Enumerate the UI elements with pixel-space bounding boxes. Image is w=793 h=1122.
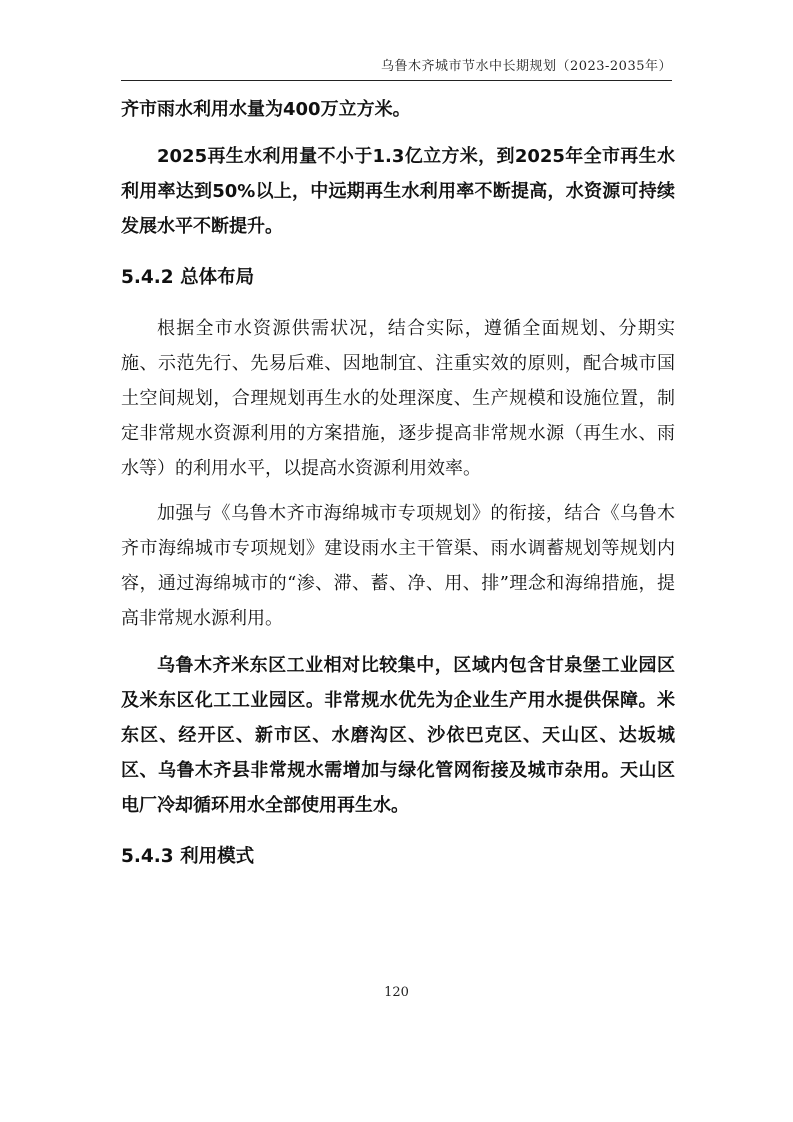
section-heading-5-4-3: 5.4.3 利用模式 bbox=[121, 846, 255, 867]
paragraph-midong-district: 乌鲁木齐米东区工业相对比较集中，区域内包含甘泉堡工业园区及米东区化工工业园区。非常规水优先为企业生产用水提供保障。米东区、经开区、新市区、水磨沟区、沙依巴克区、天山区、达坂城区、乌鲁木齐县非常规水需增加与绿化管网衔接及城市杂用。天山区电厂冷却循环用水全部使用再生水。 bbox=[121, 655, 675, 816]
paragraph-reuse-target: 2025再生水利用量不小于1.3亿立方米，到2025年全市再生水利用率达到50%以上，中远期再生水利用率不断提高，水资源可持续发展水平不断提升。 bbox=[121, 146, 675, 237]
paragraph-continuation: 齐市雨水利用水量为400万立方米。 bbox=[121, 99, 411, 120]
paragraph-sponge-city: 加强与《乌鲁木齐市海绵城市专项规划》的衔接，结合《乌鲁木齐市海绵城市专项规划》建设雨水主干管渠、雨水调蓄规划等规划内容，通过海绵城市的“渗、滞、蓄、净、用、排”理念和海绵措施，提高非常规水源利用。 bbox=[121, 503, 675, 629]
running-header: 乌鲁木齐城市节水中长期规划（2023-2035年） bbox=[380, 59, 672, 74]
page-body bbox=[121, 92, 675, 874]
paragraph-overall-layout: 根据全市水资源供需状况，结合实际，遵循全面规划、分期实施、示范先行、先易后难、因地制宜、注重实效的原则，配合城市国土空间规划，合理规划再生水的处理深度、生产规模和设施位置，制定非常规水资源利用的方案措施，逐步提高非常规水源（再生水、雨水等）的利用水平，以提高水资源利用效率。 bbox=[121, 318, 675, 479]
header-rule bbox=[121, 80, 672, 81]
page-number: 120 bbox=[384, 985, 409, 1000]
section-heading-5-4-2: 5.4.2 总体布局 bbox=[121, 267, 255, 288]
